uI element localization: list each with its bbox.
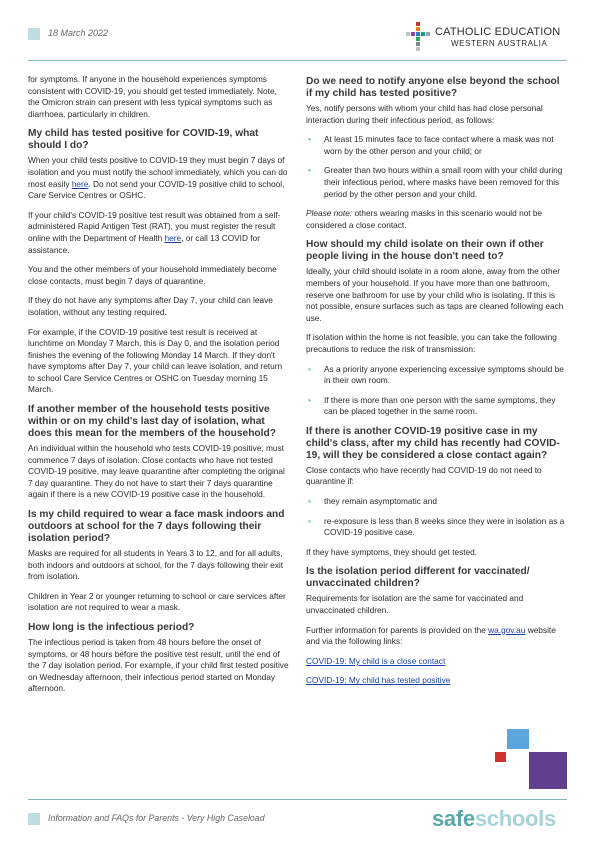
paragraph: For example, if the COVID-19 positive test result is received at lunchtime on Monday 7 March, this is Day 0, and the isolation period finishes the evening of the following Monday 14 March. If they don't have symptoms after Day 7, your child can leave isolation, and return to school Care Service Centres or OSHC on Tuesday morning 15 March. [28,326,283,395]
purple-square-icon [529,752,567,789]
paragraph: You and the other members of your household immediately become close contacts, must begin 7 days of quarantine. [28,264,277,286]
list-item-text: Greater than two hours within a small room with your child during their infectious period, where masks have been removed for this period by the other person and your child. [324,165,563,199]
link-paragraph [306,675,568,687]
section-heading: Is the isolation period different for vaccinated/ unvaccinated children? [306,566,530,590]
paragraph: If they do not have any symptoms after Day 7, your child can leave isolation, without any testing required. [28,295,273,317]
section-heading: If there is another COVID-19 positive case in my child's class, after my child has recently had COVID-19, will they be considered a close contact again? [306,425,560,461]
wa-gov-link[interactable]: wa.gov.au [488,624,526,635]
page-header [0,0,595,62]
notify-school-link[interactable]: here [71,178,89,189]
section-heading: My child has tested positive for COVID-19, what should I do? [28,128,259,152]
section-heading: If another member of the household tests positive within or on my child's last day of isolation, what does this mean for the members of the household? [28,404,276,440]
logo-title: CATHOLIC EDUCATION [435,26,561,38]
paragraph: for symptoms. If anyone in the household experiences symptoms consistent with COVID-19, you should get tested immediately. Note, the Omicron strain can present with less typical symptoms such as diarrhoea, particularly in children. [28,74,277,119]
left-column [28,74,290,703]
paragraph: An individual within the household who tests COVID-19 positive, must commence 7 days of isolation. Close contacts who have not tested COVID-19 positive, may leave quarantine after completing the original 7 day quarantine. They do not have to start their 7 days quarantine again if there is a new COVID-19 positive case in the household. [28,443,285,500]
red-square-icon [495,752,506,762]
note-label: Please note: [306,208,353,219]
catholic-education-logo [405,22,570,52]
list-item-text: they remain asymptomatic and [324,496,437,507]
list-item-text: If there is more than one person with the same symptoms, they can be placed together in the same room. [324,394,556,417]
list-item-text: re-exposure is less than 8 weeks since they were in isolation as a COVID-19 positive case. [324,515,565,538]
paragraph: Requirements for isolation are the same for vaccinated and unvaccinated children. [306,593,524,616]
bullet-icon: • [308,496,311,507]
right-column [306,74,568,695]
list-item [306,165,568,200]
bullet-icon: • [308,165,311,176]
bullet-list [306,496,568,539]
cross-logo-icon [405,22,431,52]
list-item [306,134,568,157]
paragraph-text: , or call 13 COVID for assistance. [28,232,260,255]
brand-safe: safe [432,806,475,831]
paragraph [306,208,568,231]
paragraph-text: . Do not send your COVID-19 positive child to school, Care Service Centres or OSHC. [28,178,285,201]
blue-square-icon [507,729,529,749]
list-item [306,364,568,387]
bullet-list [306,134,568,200]
header-divider [28,60,567,61]
bullet-icon: • [308,134,311,145]
note-text: others wearing masks in this scenario would not be considered a close contact. [306,208,543,230]
paragraph: Ideally, your child should isolate in a room alone, away from the other members of your household. If you have more than one bathroom, reserve one bathroom for use by your child who is isolating. If this is not possible, ensure surfaces such as taps are cleaned following each use. [306,266,564,323]
paragraph-text: If your child's COVID-19 positive test result was obtained from a self-administered Rapid Antigen Test (RAT), you must register the result online with the Department of Health [28,209,281,243]
logo-subtitle: WESTERN AUSTRALIA [451,39,548,48]
paragraph: Yes, notify persons with whom your child has had close personal interaction during their infectious period, as follows: [306,103,543,125]
paragraph: If isolation within the home is not feasible, you can take the following precautions to reduce the risk of transmission: [306,332,557,354]
paragraph [306,625,568,648]
tested-positive-link[interactable]: COVID-19: My child has tested positive [306,675,451,686]
paragraph: If they have symptoms, they should get tested. [306,546,478,557]
list-item-text: As a priority anyone experiencing excessive symptoms should be in their own room. [324,363,564,386]
section-heading: Is my child required to wear a face mask indoors and outdoors at school for the 7 days following their isolation period? [28,509,285,545]
list-item [306,516,568,539]
footer-divider [28,799,567,800]
bullet-icon: • [308,394,311,405]
list-item [306,496,568,508]
paragraph-text: website and via the following links: [306,624,556,647]
paragraph: Masks are required for all students in Years 3 to 12, and for all adults, both indoors and outdoors at school, for the 7 days following their exit from isolation. [28,548,284,582]
paragraph [28,210,290,256]
footer-square-icon [28,813,40,825]
footer-text: Information and FAQs for Parents - Very High Caseload [48,813,265,823]
section-heading: How long is the infectious period? [28,622,195,633]
section-heading: Do we need to notify anyone else beyond the school if my child has tested positive? [306,76,560,99]
register-rat-link[interactable]: here [164,232,182,243]
decorative-squares [495,729,567,789]
paragraph [28,155,290,201]
paragraph-text: Further information for parents is provided on the [306,624,489,635]
close-contact-link[interactable]: COVID-19: My child is a close contact [306,655,446,666]
bullet-icon: • [308,363,311,374]
paragraph-text: When your child tests positive to COVID-19 they must begin 7 days of isolation and you must notify the school immediately, which you can do most easily [28,155,288,189]
bullet-list [306,364,568,418]
header-square-icon [28,28,40,40]
list-item-text: At least 15 minutes face to face contact where a mask was not worn by the other person and your child; or [324,134,554,156]
paragraph: Children in Year 2 or younger returning to school or care services after isolation are not required to wear a mask. [28,590,286,613]
list-item [306,395,568,418]
paragraph: Close contacts who have recently had COVID-19 do not need to quarantine if: [306,464,542,487]
paragraph: The infectious period is taken from 48 hours before the onset of symptoms, or 48 hours before the positive test result, until the end of the 7 day isolation period. For example, if your child first tested positive on Wednesday afternoon, their infectious period started on Monday afternoon. [28,637,289,694]
link-paragraph [306,656,568,668]
bullet-icon: • [308,515,311,526]
header-date: 18 March 2022 [48,28,109,38]
section-heading: How should my child isolate on their own if other people living in the house don't need to? [306,239,544,263]
safeschools-logo [432,806,556,832]
brand-schools: schools [474,806,556,831]
